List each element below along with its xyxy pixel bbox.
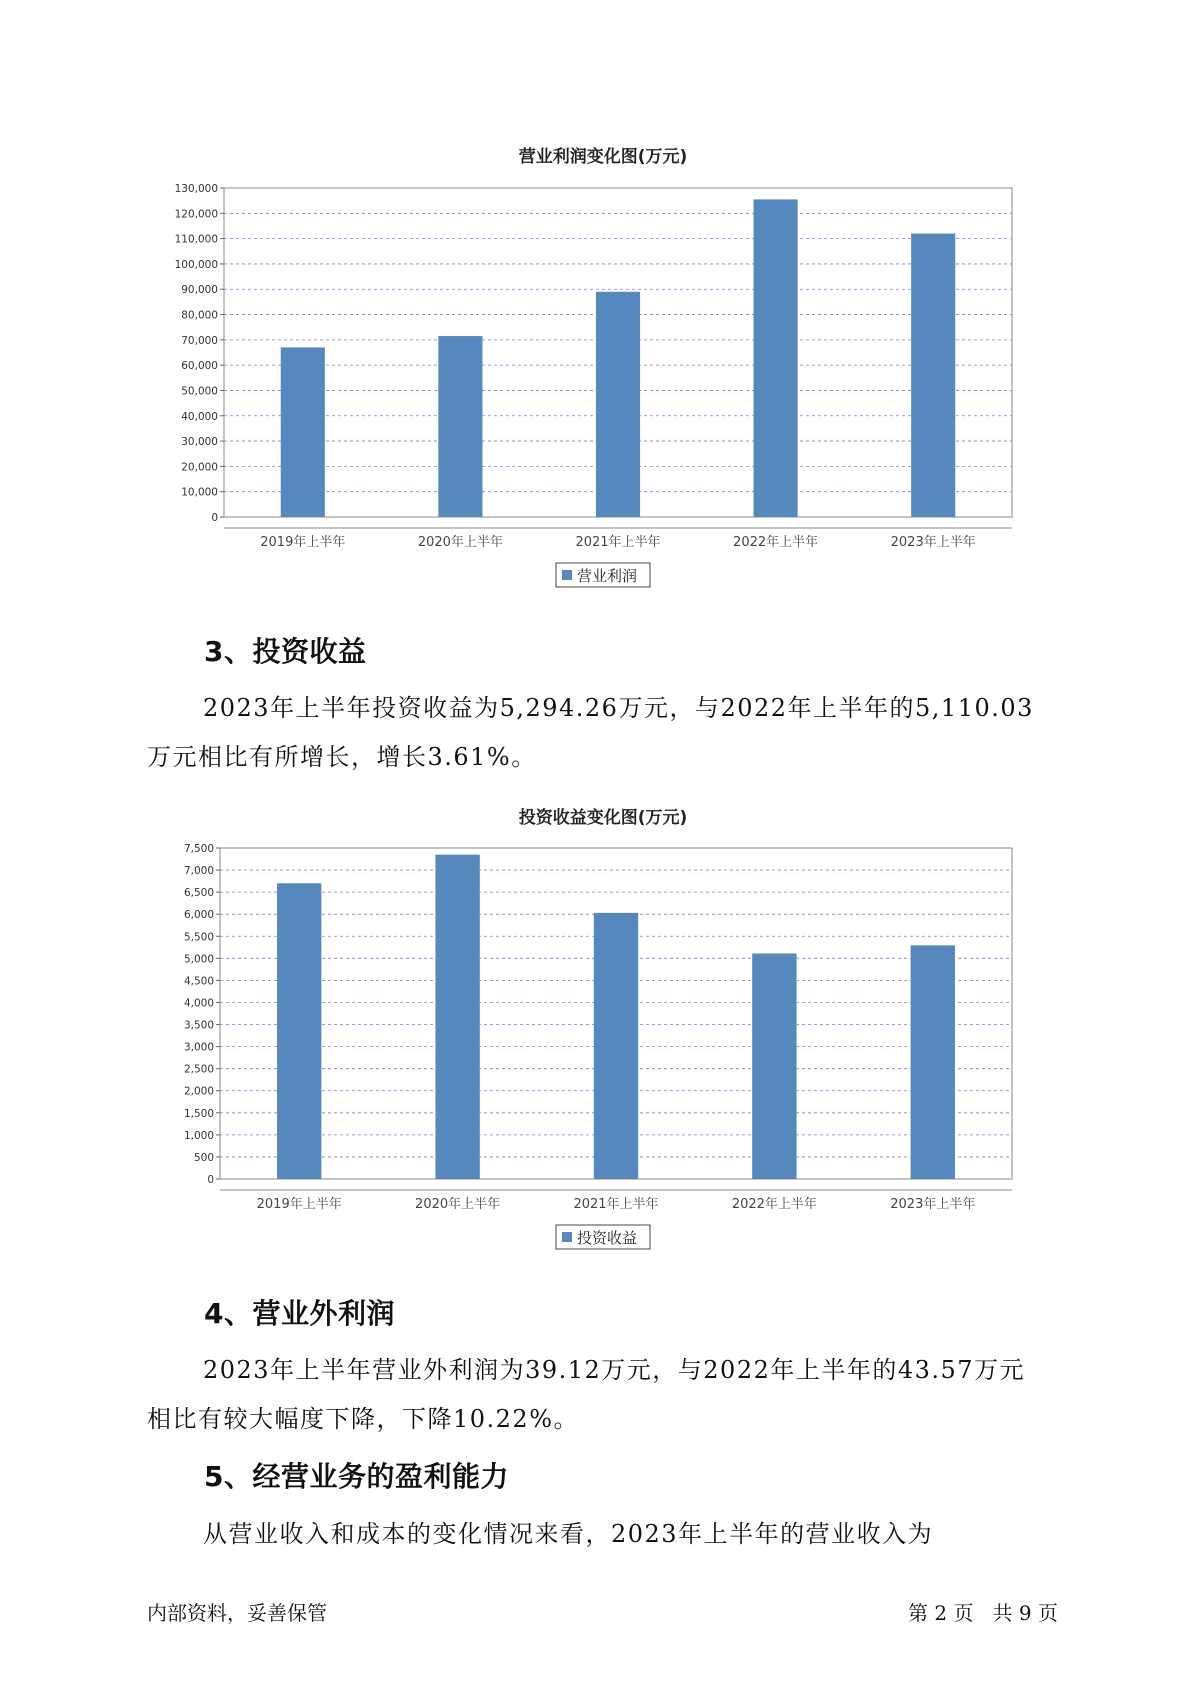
- y-tick-label: 60,000: [181, 360, 218, 373]
- chart-title: 投资收益变化图(万元): [518, 808, 688, 828]
- section-text-non-operating-profit: 2023年上半年营业外利润为39.12万元，与2022年上半年的43.57万元相比有较大幅度下降，下降10.22%。: [147, 1356, 1026, 1433]
- section-text-investment-income: 2023年上半年投资收益为5,294.26万元，与2022年上半年的5,110.03万元相比有所增长，增长3.61%。: [147, 694, 1034, 771]
- y-tick-label: 5,000: [183, 953, 214, 966]
- y-tick-label: 40,000: [181, 410, 218, 423]
- y-tick-label: 5,500: [183, 931, 214, 944]
- y-tick-label: 3,000: [183, 1041, 214, 1054]
- y-tick-label: 6,500: [183, 887, 214, 900]
- x-tick-label: 2020年上半年: [417, 535, 503, 550]
- section-heading-non-operating-profit: 4、营业外利润: [204, 1297, 395, 1330]
- footer-confidential: 内部资料，妥善保管: [147, 1601, 327, 1625]
- legend-label: 投资收益: [577, 1229, 638, 1247]
- y-tick-label: 10,000: [181, 486, 218, 499]
- x-tick-label: 2023年上半年: [890, 1197, 976, 1212]
- y-tick-label: 30,000: [181, 436, 218, 449]
- section-heading-investment-income: 3、投资收益: [204, 635, 367, 668]
- y-tick-label: 20,000: [181, 461, 218, 474]
- y-tick-label: 130,000: [174, 183, 218, 195]
- y-tick-label: 7,000: [183, 865, 214, 878]
- y-tick-label: 4,500: [183, 975, 214, 988]
- y-tick-label: 1,000: [183, 1129, 214, 1142]
- y-tick-label: 80,000: [181, 309, 218, 322]
- y-tick-label: 110,000: [174, 233, 218, 246]
- y-tick-label: 500: [193, 1151, 214, 1164]
- section-text-profitability: 从营业收入和成本的变化情况来看，2023年上半年的营业收入为: [203, 1520, 934, 1548]
- x-tick-label: 2022年上半年: [731, 1197, 817, 1212]
- bar: [594, 913, 638, 1179]
- x-tick-label: 2021年上半年: [573, 1197, 659, 1212]
- bar: [911, 945, 955, 1179]
- y-tick-label: 0: [207, 1174, 214, 1186]
- y-tick-label: 120,000: [174, 208, 218, 221]
- x-tick-label: 2020年上半年: [415, 1197, 501, 1212]
- y-tick-label: 50,000: [181, 385, 218, 398]
- chart-title: 营业利润变化图(万元): [518, 147, 688, 167]
- y-tick-label: 4,000: [183, 997, 214, 1010]
- legend-swatch: [562, 1232, 572, 1242]
- legend-label: 营业利润: [577, 567, 638, 585]
- bar: [277, 883, 321, 1179]
- footer-page-number: 第 2 页 共 9 页: [908, 1601, 1058, 1625]
- x-tick-label: 2019年上半年: [260, 535, 346, 550]
- x-tick-label: 2021年上半年: [575, 535, 661, 550]
- y-tick-label: 3,500: [183, 1019, 214, 1032]
- y-tick-label: 100,000: [174, 258, 218, 271]
- y-tick-label: 6,000: [183, 909, 214, 922]
- y-tick-label: 2,000: [183, 1085, 214, 1098]
- bar: [752, 953, 796, 1179]
- y-tick-label: 0: [211, 512, 218, 524]
- x-tick-label: 2023年上半年: [890, 535, 976, 550]
- y-tick-label: 90,000: [181, 284, 218, 297]
- y-tick-label: 1,500: [183, 1107, 214, 1120]
- x-tick-label: 2022年上半年: [733, 535, 819, 550]
- x-tick-label: 2019年上半年: [256, 1197, 342, 1212]
- bar: [435, 855, 479, 1179]
- y-tick-label: 70,000: [181, 334, 218, 347]
- section-heading-profitability: 5、经营业务的盈利能力: [204, 1460, 509, 1493]
- y-tick-label: 2,500: [183, 1063, 214, 1076]
- y-tick-label: 7,500: [183, 843, 214, 855]
